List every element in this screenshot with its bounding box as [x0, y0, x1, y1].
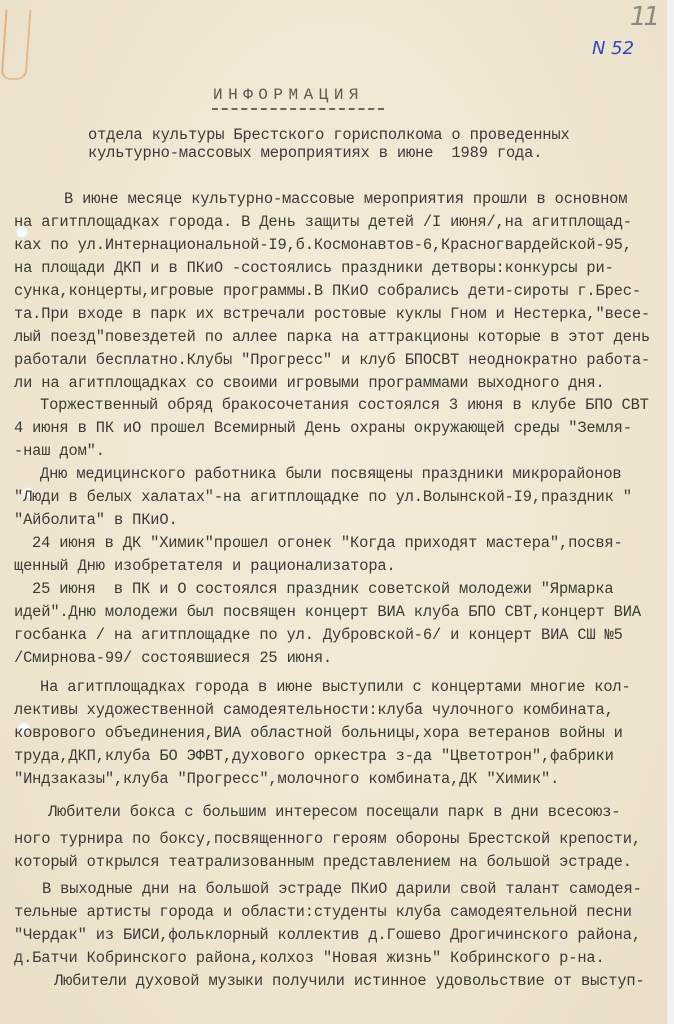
body-line: В выходные дни на большой эстраде ПКиО дарили свой талант самодея- [42, 880, 642, 898]
body-line: 24 июня в ДК "Химик"прошел огонек "Когда приходят мастера",посвя- [32, 534, 623, 552]
body-line: на площади ДКП и в ПКиО -состоялись праздники детворы:конкурсы ри- [14, 259, 614, 277]
folio-number: 11 [630, 2, 658, 32]
body-line: Любители духовой музыки получили истинное удовольствие от выступ- [54, 972, 645, 990]
body-line: работали бесплатно.Клубы "Прогресс" и клуб БПОСВТ неоднократно работа- [14, 351, 651, 369]
body-line: труда,ДКП,клуба БО ЭФВТ,духового оркестра з-да "Цветотрон",фабрики [14, 747, 614, 765]
body-line: который открылся театрализованным представлением на большой эстраде. [14, 853, 632, 871]
body-line: Дню медицинского работника были посвящены праздники микрорайонов [40, 465, 622, 483]
body-line: -наш дом". [14, 442, 105, 460]
body-line: Торжественный обряд бракосочетания состоялся 3 июня в клубе БПО СВТ [40, 396, 649, 414]
body-line: госбанка / на агитплощадке по ул. Дубровской-6/ и концерт ВИА СШ №5 [14, 626, 623, 644]
body-line: "Айболита" в ПКиО. [14, 511, 178, 529]
body-line: коврового объединения,ВИА областной больницы,хора ветеранов войны и [14, 724, 623, 742]
body-line: В июне месяце культурно-массовые мероприятия прошли в основном [64, 190, 628, 208]
document-number: N 52 [592, 38, 635, 59]
body-line: щенный Дню изобретателя и рационализатора. [14, 557, 396, 575]
paperclip-stain [1, 10, 32, 80]
body-line: та.При входе в парк их встречали ростовые куклы Гном и Нестерка,"весе- [14, 305, 651, 323]
body-line: ного турнира по боксу,посвященного героям обороны Брестской крепости, [14, 830, 641, 848]
body-line: лективы художественной самодеятельности:клуба чулочного комбината, [14, 701, 614, 719]
body-line: на агитплощадках города. В День защиты детей /I июня/,на агитплощад- [14, 213, 632, 231]
body-line: /Смирнова-99/ состоявшиеся 25 июня. [14, 649, 333, 667]
body-line: "Индзаказы",клуба "Прогресс",молочного комбината,ДК "Химик". [14, 770, 560, 788]
body-line: д.Батчи Кобринского района,колхоз "Новая жизнь" Кобринского р-на. [14, 949, 605, 967]
body-line: "Люди в белых халатах"-на агитплощадке по ул.Волынской-I9,праздник " [14, 488, 632, 506]
title-underline [212, 108, 384, 110]
body-line: Любители бокса с большим интересом посещали парк в дни всесоюз- [48, 803, 621, 821]
body-line: лый поезд"повездетей по аллее парка на аттракционы которые в этот день [14, 328, 651, 346]
body-line: ли на агитплощадках со своими игровыми программами выходного дня. [14, 374, 605, 392]
scan-edge [667, 0, 674, 1024]
subtitle-line: отдела культуры Брестского горисполкома о проведенных [88, 126, 570, 144]
body-line: ках по ул.Интернациональной-I9,б.Космонавтов-6,Красногвардейской-95, [14, 236, 632, 254]
document-title: ИНФОРМАЦИЯ [213, 86, 365, 104]
body-line: 4 июня в ПК иО прошел Всемирный День охраны окружающей среды "Земля- [14, 419, 632, 437]
body-line: "Чердак" из БИСИ,фольклорный коллектив д.Гошево Дрогичинского района, [14, 926, 641, 944]
body-line: тельные артисты города и области:студенты клуба самодеятельной песни [14, 903, 632, 921]
subtitle-line: культурно-массовых мероприятиях в июне 1989 года. [88, 144, 543, 162]
body-line: На агитплощадках города в июне выступили с концертами многие кол- [40, 678, 631, 696]
body-line: идей".Дню молодежи был посвящен концерт ВИА клуба БПО СВТ,концерт ВИА [14, 603, 641, 621]
body-line: 25 июня в ПК и О состоялся праздник советской молодежи "Ярмарка [32, 580, 614, 598]
body-line: сунка,концерты,игровые программы.В ПКиО собрались дети-сироты г.Брес- [14, 282, 641, 300]
